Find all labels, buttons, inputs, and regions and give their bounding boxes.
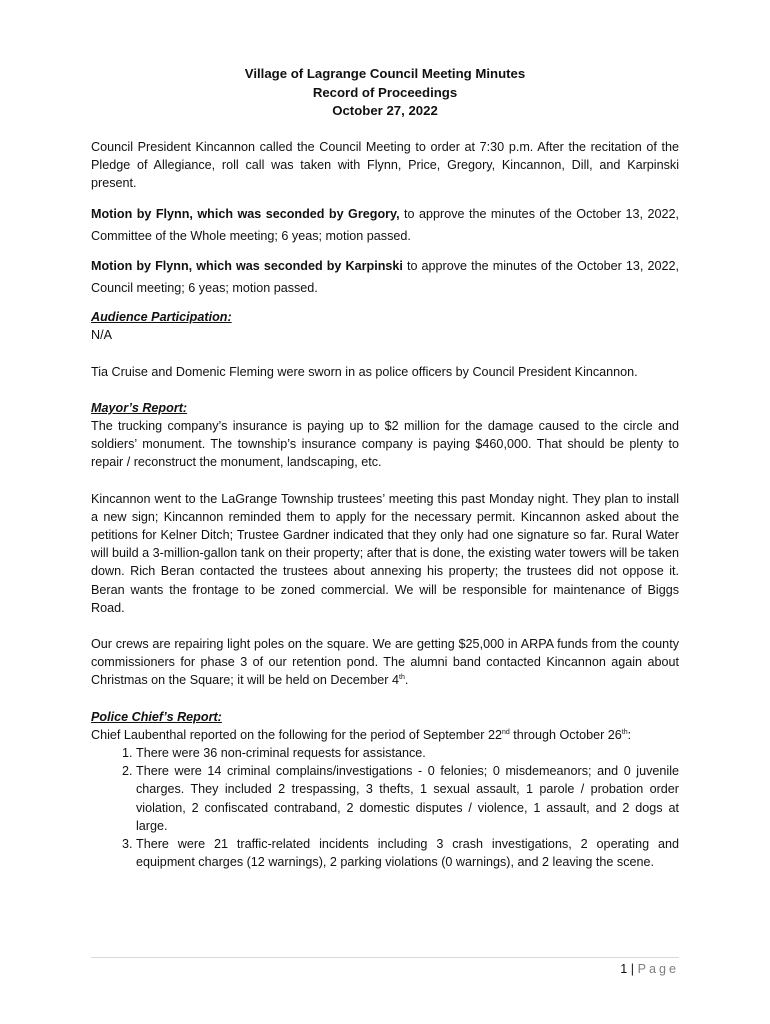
meeting-date: October 27, 2022	[332, 103, 438, 118]
superscript: th	[621, 728, 628, 736]
superscript: nd	[501, 728, 510, 736]
mayor-report-heading: Mayor’s Report:	[91, 400, 188, 415]
motion-1	[91, 204, 679, 247]
page-label: Page	[637, 962, 679, 976]
police-report-heading: Police Chief’s Report:	[91, 709, 222, 724]
motion-2	[91, 256, 679, 299]
motion-1-text: to approve the minutes of the October 13, 2022, Committee of the Whole meeting; 6 yeas; motion passed.	[91, 207, 679, 243]
mayor-paragraph-3	[91, 635, 679, 690]
audience-heading: Audience Participation:	[91, 310, 232, 325]
motion-2-mover: Motion by Flynn, which was seconded by Karpinski	[91, 259, 403, 274]
police-report-intro	[91, 726, 679, 744]
footer-separator: |	[627, 962, 638, 976]
police-intro-part: through October 26	[509, 727, 622, 742]
list-item: 2. There were 14 criminal complains/investigations - 0 felonies; 0 misdemeanors; and 0 juvenile charges. They included 2 trespassing, 3 thefts, 1 sexual assault, 1 parole / probation order violation, 2 confiscated contraband, 2 domestic disputes / violence, 1 assault, and 2 dogs at large.	[136, 762, 679, 835]
list-item: 3. There were 21 traffic-related incidents including 3 crash investigations, 2 operating and equipment charges (12 warnings), 2 parking violations (0 warnings), and 2 leaving the scene.	[136, 835, 679, 871]
audience-text: N/A	[91, 328, 112, 343]
sworn-in-paragraph: Tia Cruise and Domenic Fleming were sworn in as police officers by Council President Kincannon.	[91, 364, 638, 379]
police-report-list	[91, 744, 679, 871]
mayor-paragraph-1: The trucking company’s insurance is paying up to $2 million for the damage caused to the circle and soldiers’ monument. The township’s insurance company is paying $460,000. That should be plenty to repair / reconstruct the monument, landscaping, etc.	[91, 418, 679, 470]
mayor-paragraph-2: Kincannon went to the LaGrange Township trustees’ meeting this past Monday night. They plan to install a new sign; Kincannon reminded them to apply for the necessary permit. Kincannon asked about the petitions for Kelner Ditch; Trustee Gardner indicated that they only had one signature so far. Rural Water will build a 3-million-gallon tank on their property; after that is done, the existing water towers will be taken down. Rich Beran contacted the trustees about annexing his property; the trustees did not oppose it. Beran wants the frontage to be zoned commercial. We will be responsible for maintenance of Biggs Road.	[91, 491, 680, 615]
list-item: 1. There were 36 non-criminal requests for assistance.	[136, 744, 679, 762]
page-footer	[91, 957, 679, 976]
police-intro-part: :	[627, 727, 632, 742]
document-body	[91, 65, 679, 871]
title-block	[91, 65, 679, 121]
document-title: Village of Lagrange Council Meeting Minutes	[244, 66, 526, 81]
document-subtitle: Record of Proceedings	[312, 84, 458, 100]
mayor-paragraph-3-text: Our crews are repairing light poles on the square. We are getting $25,000 in ARPA funds from the county commissioners for phase 3 of our retention pond. The alumni band contacted Kincannon again about Christmas on the Square; it will be held on December 4	[91, 636, 679, 688]
superscript: th	[399, 674, 405, 682]
motion-2-text: to approve the minutes of the October 13, 2022, Council meeting; 6 yeas; motion passed.	[91, 259, 679, 295]
motion-1-mover: Motion by Flynn, which was seconded by Gregory,	[91, 207, 400, 222]
page-number: 1	[620, 962, 628, 976]
period: .	[404, 673, 409, 688]
police-intro-part: Chief Laubenthal reported on the following for the period of September 22	[91, 727, 502, 742]
intro-paragraph: Council President Kincannon called the Council Meeting to order at 7:30 p.m. After the recitation of the Pledge of Allegiance, roll call was taken with Flynn, Price, Gregory, Kincannon, Dill, and Karpinski present.	[91, 139, 679, 190]
